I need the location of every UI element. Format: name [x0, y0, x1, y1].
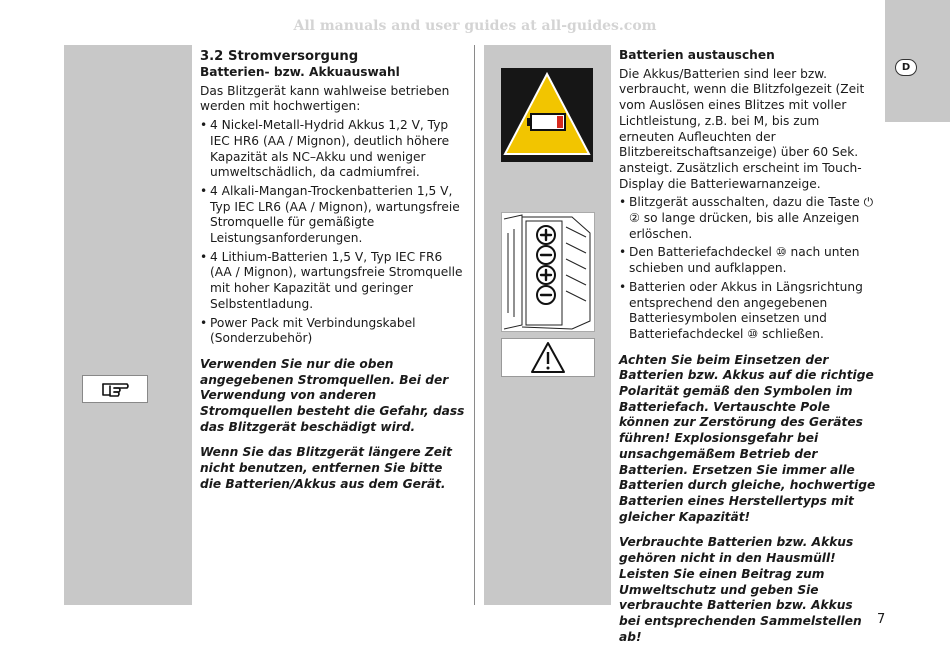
- left-text-column: [200, 48, 466, 493]
- left-intro: Das Blitzgerät kann wahlweise betrieben werden mit hochwertigen:: [200, 83, 450, 114]
- page-number: 7: [877, 612, 886, 627]
- power-source-list: [200, 118, 466, 347]
- left-margin-bar: [64, 45, 192, 605]
- left-subtitle: Batterien- bzw. Akkuauswahl: [200, 65, 400, 79]
- list-item: • Blitzgerät ausschalten, dazu die Taste ⏻ ② so lange drücken, bis alle Anzeigen erlöschen.: [619, 195, 877, 242]
- caution-icon-box: [501, 338, 595, 377]
- list-item: • 4 Alkali-Mangan-Trockenbatterien 1,5 V, Typ IEC LR6 (AA / Mignon), wartungsfreie Stromquelle für gemäßigte Leistungsanforderungen.: [200, 184, 466, 247]
- note-icon-box: [82, 375, 148, 403]
- right-text-column: [619, 48, 877, 645]
- right-tab-bar: [885, 0, 950, 122]
- battery-change-steps: [619, 195, 877, 342]
- list-item: • 4 Lithium-Batterien 1,5 V, Typ IEC FR6 (AA / Mignon), wartungsfreie Stromquelle mit hoher Kapazität und geringer Selbstentladung.: [200, 250, 466, 313]
- battery-compartment-image: [501, 212, 595, 332]
- pointing-hand-icon: [83, 376, 147, 402]
- right-subtitle: Batterien austauschen: [619, 48, 775, 62]
- list-item: • Batterien oder Akkus in Längsrichtung entsprechend den angegebenen Batteriesymbolen einsetzen und Batteriefachdeckel ⑩ schließen.: [619, 280, 877, 343]
- battery-compartment-drawing: [502, 213, 594, 331]
- caution-triangle-icon: [502, 339, 594, 376]
- battery-warning-icon: [501, 68, 593, 162]
- language-badge: D: [895, 59, 917, 76]
- left-warning-storage: Wenn Sie das Blitzgerät längere Zeit nicht benutzen, entfernen Sie bitte die Batterien/Akkus aus dem Gerät.: [200, 445, 452, 491]
- column-divider: [474, 45, 475, 605]
- watermark-text: All manuals and user guides at all-guides.com: [293, 18, 657, 34]
- list-item: • Power Pack mit Verbindungskabel (Sonderzubehör): [200, 316, 466, 347]
- section-title: 3.2 Stromversorgung: [200, 49, 359, 64]
- right-warning-polarity: Achten Sie beim Einsetzen der Batterien bzw. Akkus auf die richtige Polarität gemäß den Symbolen im Batteriefach. Vertauschte Pole können zur Zerstörung des Gerätes führen! Explosionsgefahr bei unsachgemäßem Betrieb der Batterien. Ersetzen Sie immer alle Batterien durch gleiche, hochwertige Batterien eines Herstellertyps mit gleicher Kapazität!: [619, 352, 876, 524]
- list-item: • Den Batteriefachdeckel ⑩ nach unten schieben und aufklappen.: [619, 245, 877, 276]
- battery-warning-image: [501, 68, 593, 162]
- right-intro: Die Akkus/Batterien sind leer bzw. verbraucht, wenn die Blitzfolgezeit (Zeit vom Auslösen eines Blitzes mit voller Lichtleistung, z.B. bei M, bis zum erneuten Aufleuchten der Blitzbereitschaftsanzeige) über 60 Sek. ansteigt. Zusätzlich erscheint im Touch-Display die Batteriewarnanzeige.: [619, 66, 865, 191]
- left-warning-power-sources: Verwenden Sie nur die oben angegebenen Stromquellen. Bei der Verwendung von anderen Stromquellen besteht die Gefahr, dass das Blitzgerät beschädigt wird.: [200, 356, 465, 434]
- list-item: • 4 Nickel-Metall-Hydrid Akkus 1,2 V, Typ IEC HR6 (AA / Mignon), deutlich höhere Kapazität als NC–Akku und weniger umweltschädlich, da cadmiumfrei.: [200, 118, 466, 181]
- right-warning-disposal: Verbrauchte Batterien bzw. Akkus gehören nicht in den Hausmüll! Leisten Sie einen Beitrag zum Umweltschutz und geben Sie verbrauchte Batterien bzw. Akkus bei entsprechenden Sammelstellen ab!: [619, 535, 862, 644]
